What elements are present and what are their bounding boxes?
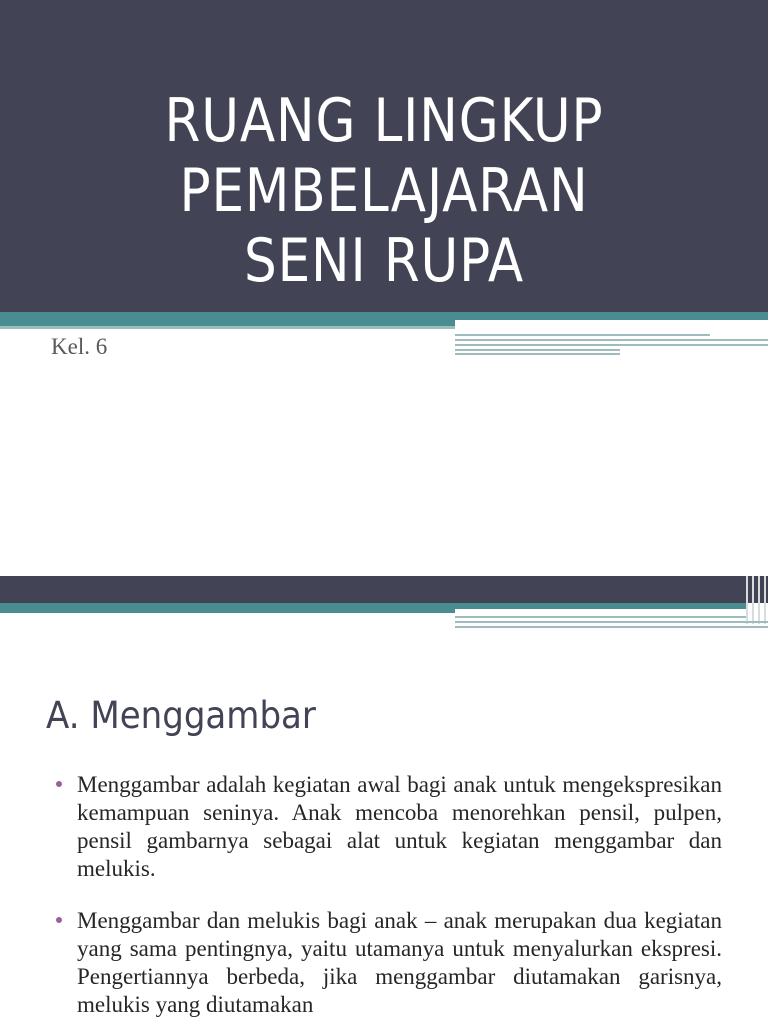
bullet-list: [56, 771, 722, 1024]
accent-line-left: [0, 326, 455, 329]
slide-title: [54, 86, 714, 296]
bullet-text: Menggambar dan melukis bagi anak – anak merupakan dua kegiatan yang sama pentingnya, yaitu utamanya untuk menyalurkan ekspresi. Pengertiannya berbeda, jika menggambar diutamakan garisnya, melukis yang diutamakan: [77, 908, 722, 1017]
accent-line-1: [455, 334, 710, 336]
header-stripe-1: [746, 576, 748, 624]
header-stripe-2: [752, 576, 754, 624]
accent-line-2: [455, 339, 768, 341]
slide-title-line-2: PEMBELAJARAN: [179, 156, 589, 226]
header-stripe-4: [764, 576, 766, 624]
accent-line-4: [455, 349, 620, 351]
teal-bar-right: [455, 312, 768, 320]
content-slide-header: [0, 576, 768, 603]
bullet-dot-icon: [56, 917, 62, 923]
list-item: [56, 771, 722, 883]
accent-line-3: [455, 344, 768, 346]
teal-bar-content-left: [0, 603, 455, 613]
accent-line-5: [455, 353, 620, 355]
bullet-text: Menggambar adalah kegiatan awal bagi anak untuk mengekspresikan kemampuan seninya. Anak mencoba menorehkan pensil, pulpen, pensil gambarnya sebagai alat untuk kegiatan menggambar dan melukis.: [77, 772, 722, 881]
title-slide-header: [0, 0, 768, 312]
content-line-1: [455, 616, 746, 618]
bullet-dot-icon: [56, 781, 62, 787]
slide-title-line-3: SENI RUPA: [243, 226, 525, 296]
header-stripe-3: [758, 576, 760, 624]
teal-bar-left: [0, 312, 455, 326]
section-heading: A. Menggambar: [46, 694, 316, 737]
slide-subtitle: Kel. 6: [51, 334, 108, 359]
teal-bar-content-right: [455, 603, 746, 609]
slide-title-line-1: RUANG LINGKUP: [164, 86, 604, 156]
list-item: [56, 907, 722, 1019]
content-line-2: [455, 621, 768, 623]
content-line-3: [455, 626, 768, 628]
